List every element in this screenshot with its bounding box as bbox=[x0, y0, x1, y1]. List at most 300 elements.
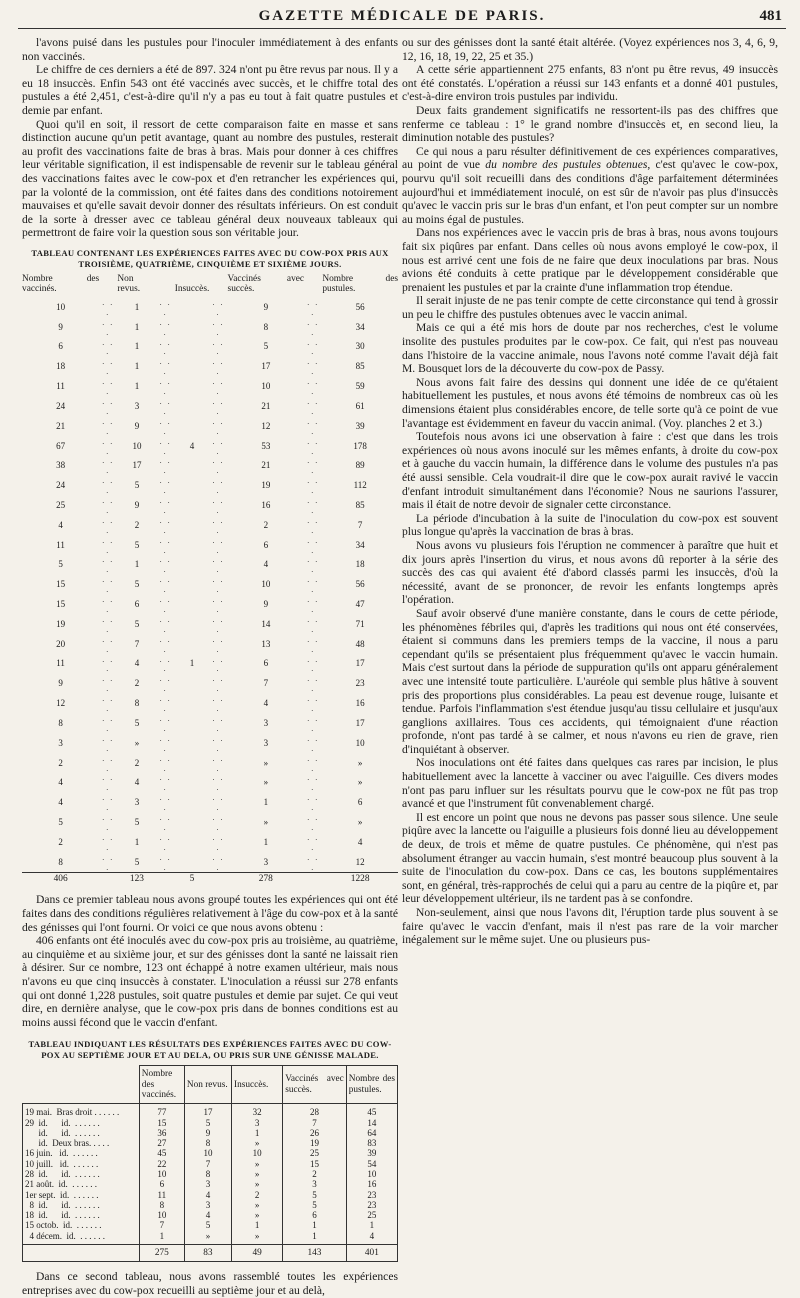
table2-row-label: id. id. . . . . . . bbox=[23, 1128, 140, 1138]
table1-cell bbox=[175, 833, 210, 853]
table1-cell: 47 bbox=[355, 599, 365, 610]
right-paragraph: Nous avons fait faire des dessins qui donnent une idée de ce qu'étaient habituellement les pustules, et nous avons été témoins de nombreux cas où les dimensions étaient plus considérables encore, de telle sorte qu'à ce point de vue l'avantage est évidemment en faveur du vaccin animal. (Voy. planches 2 et 3.) bbox=[402, 375, 778, 430]
table2-total: 401 bbox=[346, 1245, 397, 1262]
table-row bbox=[22, 615, 398, 635]
dot-leader: . . . bbox=[159, 357, 172, 377]
table2-row-label: 10 juill. id. . . . . . . bbox=[23, 1159, 140, 1169]
dot-leader: . . . bbox=[159, 773, 172, 793]
table1-cell: 1 bbox=[189, 658, 195, 669]
left-intro bbox=[22, 36, 398, 240]
dot-leader: . . . bbox=[212, 852, 225, 872]
table1-cell: 1 bbox=[263, 836, 269, 847]
table2-header: Nombre des vaccinés. bbox=[139, 1066, 184, 1104]
table-row bbox=[23, 1220, 398, 1230]
table1-cell bbox=[175, 298, 210, 318]
dot-leader: . . . bbox=[159, 436, 172, 456]
table2-cell: 36 bbox=[139, 1128, 184, 1138]
table1-cell: 17 bbox=[261, 361, 271, 372]
table-row bbox=[22, 456, 398, 476]
table-row bbox=[23, 1231, 398, 1245]
table1-cell bbox=[175, 377, 210, 397]
table1-cell: 4 bbox=[58, 519, 63, 530]
table1-cell: 56 bbox=[355, 579, 365, 590]
table1-header: Non revus. bbox=[117, 273, 141, 295]
right-paragraph: Dans nos expériences avec le vaccin pris de bras à bras, nous avons toujours fait six piqûres par enfant. Dans celles où nous avons employé le cow-pox, il nous est arrivé cent une fois de ne faire que deux inoculations par bras. Nous avions été conduits à cette pratique par le développement considérable que prenaient les pustules et par la crainte d'une inflammation trop étendue. bbox=[402, 226, 778, 294]
table1-total-spacer bbox=[99, 873, 117, 885]
table1-cell: 9 bbox=[134, 499, 140, 510]
table2-cell: 1 bbox=[232, 1220, 283, 1230]
table-row bbox=[23, 1138, 398, 1148]
dot-leader: . . . bbox=[307, 377, 320, 397]
table2-cell: » bbox=[232, 1159, 283, 1169]
dot-leader: . . . bbox=[102, 713, 115, 733]
table2-cell: 8 bbox=[184, 1138, 231, 1148]
dot-leader: . . . bbox=[102, 377, 115, 397]
table1-cell: » bbox=[263, 816, 269, 827]
dot-leader: . . . bbox=[307, 595, 320, 614]
table2-cell: 10 bbox=[139, 1169, 184, 1179]
table1-cell: 3 bbox=[134, 797, 140, 808]
table2-cell: 1 bbox=[283, 1231, 347, 1245]
right-paragraph: La période d'incubation à la suite de l'inoculation du cow-pox est souvent plus longue qu'après la vaccination de bras à bras. bbox=[402, 511, 778, 539]
table1-header-spacer bbox=[209, 274, 227, 298]
dot-leader: . . . bbox=[159, 813, 172, 832]
dot-leader: . . . bbox=[159, 713, 172, 733]
table1-cell bbox=[175, 338, 210, 358]
table2-total: 275 bbox=[139, 1245, 184, 1262]
closing-paragraph: Dans ce second tableau, nous avons rassemblé toutes les expériences entreprises avec du cow-pox recueilli au septième jour et au delà, bbox=[22, 1270, 398, 1297]
table2-cell: 5 bbox=[283, 1190, 347, 1200]
table1-cell: 23 bbox=[355, 678, 365, 689]
table2-cell: 16 bbox=[346, 1179, 397, 1189]
p4-text-a: Ce qui nous a paru résulter définitivement de ces expériences comparatives, au point de vue bbox=[402, 144, 778, 172]
table1-cell: 7 bbox=[134, 638, 140, 649]
table2-cell: 10 bbox=[184, 1148, 231, 1158]
table2-total: 143 bbox=[283, 1245, 347, 1262]
table1-header-spacer bbox=[99, 274, 117, 298]
dot-leader: . . . bbox=[212, 674, 225, 694]
dot-leader: . . . bbox=[159, 575, 172, 595]
table2-header: Nombre des pustules. bbox=[346, 1066, 397, 1104]
dot-leader: . . . bbox=[212, 456, 225, 476]
table2-cell: 10 bbox=[346, 1169, 397, 1179]
dot-leader: . . . bbox=[307, 575, 320, 595]
right-paragraph: Nous avons vu plusieurs fois l'éruption ne commencer à paraître que huit et dix jours après l'insertion du virus, et nous avons dû reporter à la série des succès des cas qui avaient été d'abord classés parmi les insuccès, d'où la nécessité, avant de se prononcer, de revoir les enfants longtemps après l'opération. bbox=[402, 538, 778, 607]
dot-leader: . . . bbox=[307, 654, 320, 674]
table1-cell: 53 bbox=[261, 440, 271, 451]
table1-cell: 3 bbox=[134, 400, 140, 411]
table2-header: Insuccès. bbox=[232, 1066, 283, 1104]
dot-leader: . . . bbox=[212, 832, 225, 852]
table1-cell: 48 bbox=[355, 638, 365, 649]
table2-cell: 6 bbox=[283, 1210, 347, 1220]
table1-cell: 7 bbox=[357, 519, 363, 530]
table2-cell: 5 bbox=[184, 1118, 231, 1128]
table1-cell: 34 bbox=[355, 321, 365, 332]
table1-cell: » bbox=[357, 816, 363, 827]
dot-leader: . . . bbox=[159, 733, 172, 753]
dot-leader: . . . bbox=[212, 773, 225, 793]
table2-cell: 2 bbox=[232, 1190, 283, 1200]
table2-cell: » bbox=[232, 1200, 283, 1210]
dot-leader: . . . bbox=[102, 337, 115, 357]
table1-cell bbox=[175, 575, 210, 595]
table2-row-label: 21 août. id. . . . . . . bbox=[23, 1179, 140, 1189]
table2-cell: 83 bbox=[346, 1138, 397, 1148]
table1-total-spacer bbox=[156, 873, 174, 885]
table1-total-spacer bbox=[304, 873, 322, 885]
dot-leader: . . . bbox=[307, 832, 320, 852]
dot-leader: . . . bbox=[212, 575, 225, 595]
table1-cell bbox=[175, 516, 210, 536]
table1-cell: 10 bbox=[132, 440, 142, 451]
left-after-table1 bbox=[22, 893, 398, 1029]
table2-cell: 23 bbox=[346, 1200, 397, 1210]
table1-cell bbox=[175, 754, 210, 774]
table1-cell: 1 bbox=[134, 341, 140, 352]
table-row bbox=[23, 1104, 398, 1118]
table2-cell: 5 bbox=[184, 1220, 231, 1230]
dot-leader: . . . bbox=[307, 733, 320, 753]
dot-leader: . . . bbox=[159, 654, 172, 674]
dot-leader: . . . bbox=[102, 753, 115, 773]
table2-row-label: 28 id. id. . . . . . . bbox=[23, 1169, 140, 1179]
table1-cell bbox=[175, 615, 210, 635]
table2-cell: 1 bbox=[139, 1231, 184, 1245]
table1-cell: 12 bbox=[261, 420, 271, 431]
table1-cell: 12 bbox=[355, 856, 365, 867]
table1-cell: 8 bbox=[263, 321, 269, 332]
table1-cell bbox=[175, 536, 210, 556]
table1-cell: 5 bbox=[134, 618, 140, 629]
table1-cell: 85 bbox=[355, 499, 365, 510]
page-number: 481 bbox=[759, 8, 782, 24]
dot-leader: . . . bbox=[307, 813, 320, 832]
table-row bbox=[22, 635, 398, 655]
table2-cell: 25 bbox=[283, 1148, 347, 1158]
table2-cell: » bbox=[232, 1210, 283, 1220]
table-row bbox=[22, 595, 398, 615]
left-paragraph: Le chiffre de ces derniers a été de 897. 324 n'ont pu être revus par nous. Il y a eu 18 insuccès. Enfin 543 ont été vaccinés avec succès, et le chiffre total des pustules a été 2,451, c'est-à-dire qu'il n'y a pas eu tout à fait quatre pustules et demie par enfant. bbox=[22, 63, 398, 117]
table1-cell bbox=[175, 417, 210, 437]
table-row bbox=[22, 833, 398, 853]
table1-cell: 24 bbox=[56, 400, 66, 411]
table1-header: Insuccès. bbox=[174, 284, 210, 295]
dot-leader: . . . bbox=[102, 416, 115, 436]
dot-leader: . . . bbox=[159, 396, 172, 416]
table2-cell: 32 bbox=[232, 1104, 283, 1118]
dot-leader: . . . bbox=[102, 476, 115, 496]
table1-cell bbox=[175, 853, 210, 873]
table1-cell: 11 bbox=[56, 658, 65, 669]
dot-leader: . . . bbox=[212, 337, 225, 357]
dot-leader: . . . bbox=[102, 634, 115, 654]
table2-row-label: 8 id. id. . . . . . . bbox=[23, 1200, 140, 1210]
table2-cell: 23 bbox=[346, 1190, 397, 1200]
table-row bbox=[22, 555, 398, 575]
dot-leader: . . . bbox=[212, 496, 225, 515]
table1-header-spacer bbox=[156, 274, 174, 298]
table1-cell bbox=[175, 397, 210, 417]
table1-header: Vaccinés avec succès. bbox=[227, 273, 305, 295]
dot-leader: . . . bbox=[159, 595, 172, 614]
left-paragraph: Dans ce premier tableau nous avons groupé toutes les expériences qui ont été faites dans des conditions régulières relativement à l'âge du cow-pox et à la santé des génisses qui l'ont fourni. Or voici ce que nous avons obtenu : bbox=[22, 893, 398, 934]
table-row bbox=[22, 714, 398, 734]
dot-leader: . . . bbox=[102, 694, 115, 714]
dot-leader: . . . bbox=[212, 317, 225, 337]
table1-total: 278 bbox=[228, 873, 305, 885]
table1-cell: 15 bbox=[56, 599, 66, 610]
dot-leader: . . . bbox=[102, 456, 115, 476]
table2-total: 83 bbox=[184, 1245, 231, 1262]
dot-leader: . . . bbox=[159, 674, 172, 694]
table1-cell: 5 bbox=[134, 579, 140, 590]
table1-cell: 25 bbox=[56, 499, 66, 510]
dot-leader: . . . bbox=[159, 317, 172, 337]
table2-total-label bbox=[23, 1245, 140, 1262]
table2-cell: » bbox=[184, 1231, 231, 1245]
table1-cell: 3 bbox=[263, 856, 269, 867]
table1-cell bbox=[175, 793, 210, 813]
table1-cell: 21 bbox=[261, 400, 271, 411]
table1-cell: 14 bbox=[261, 618, 271, 629]
table1-cell: 4 bbox=[58, 797, 63, 808]
right-paragraph-1: ou sur des génisses dont la santé était altérée. (Voyez expériences nos 3, 4, 6, 9, 12, 16, 18, 19, 22, 25 et 35.) bbox=[402, 36, 778, 63]
table1-cell: 24 bbox=[56, 480, 66, 491]
dot-leader: . . . bbox=[102, 654, 115, 674]
table2-cell: 25 bbox=[346, 1210, 397, 1220]
dot-leader: . . . bbox=[159, 456, 172, 476]
table1-cell: 20 bbox=[56, 638, 66, 649]
dot-leader: . . . bbox=[102, 575, 115, 595]
table2-cell: 4 bbox=[346, 1231, 397, 1245]
dot-leader: . . . bbox=[212, 753, 225, 773]
dot-leader: . . . bbox=[102, 317, 115, 337]
table1-cell: 21 bbox=[261, 460, 271, 471]
table2-cell: » bbox=[232, 1169, 283, 1179]
table2-cell: 1 bbox=[346, 1220, 397, 1230]
table2-cell: 7 bbox=[283, 1118, 347, 1128]
table1-cell: 16 bbox=[355, 698, 365, 709]
table1-cell: 3 bbox=[263, 717, 269, 728]
table-row bbox=[22, 516, 398, 536]
table2-header: Non revus. bbox=[184, 1066, 231, 1104]
table-row bbox=[22, 694, 398, 714]
table2-cell: 3 bbox=[283, 1179, 347, 1189]
table2-header: Vaccinés avec succès. bbox=[283, 1066, 347, 1104]
left-column bbox=[22, 36, 398, 1298]
dot-leader: . . . bbox=[159, 832, 172, 852]
table2-cell: 11 bbox=[139, 1190, 184, 1200]
table2-cell: 8 bbox=[184, 1169, 231, 1179]
table1-cell bbox=[175, 674, 210, 694]
dot-leader: . . . bbox=[307, 793, 320, 813]
table2-cell: 10 bbox=[232, 1148, 283, 1158]
dot-leader: . . . bbox=[102, 595, 115, 614]
table1-total: 1228 bbox=[322, 873, 398, 885]
dot-leader: . . . bbox=[307, 456, 320, 476]
dot-leader: . . . bbox=[307, 674, 320, 694]
dot-leader: . . . bbox=[159, 852, 172, 872]
dot-leader: . . . bbox=[307, 852, 320, 872]
dot-leader: . . . bbox=[212, 595, 225, 614]
table1-cell: 2 bbox=[58, 757, 63, 768]
left-paragraph: 406 enfants ont été inoculés avec du cow-pox pris au troisième, au quatrième, au cinquième et au sixième jour, et sur des génisses dont la santé ne laissait rien à désirer. Sur ce nombre, 123 ont échappé à notre examen ultérieur, mais nous n'avons eu que cinq insuccès à constater. L'inoculation a réussi sur 278 enfants qui ont donné 1,228 pustules, soit quatre pustules et demie par sujet. Ce qui veut dire, en dernière analyse, que le cow-pox pris dans de bonnes conditions est au moins aussi fécond que le vaccin d'enfant. bbox=[22, 934, 398, 1029]
table-row bbox=[22, 437, 398, 457]
dot-leader: . . . bbox=[102, 813, 115, 832]
dot-leader: . . . bbox=[159, 297, 172, 317]
table1-cell: 1 bbox=[263, 797, 269, 808]
table2-row-label: 15 octob. id. . . . . . . bbox=[23, 1220, 140, 1230]
table-row bbox=[22, 575, 398, 595]
page-header bbox=[18, 6, 786, 29]
left-paragraph: l'avons puisé dans les pustules pour l'inoculer immédiatement à des enfants non vaccinés. bbox=[22, 36, 398, 63]
table1-cell bbox=[175, 496, 210, 516]
table2-cell: 17 bbox=[184, 1104, 231, 1118]
table1-cell: 5 bbox=[134, 856, 140, 867]
table-row bbox=[23, 1148, 398, 1158]
dot-leader: . . . bbox=[307, 713, 320, 733]
right-paragraph-4 bbox=[402, 145, 778, 227]
dot-leader: . . . bbox=[102, 515, 115, 535]
dot-leader: . . . bbox=[159, 337, 172, 357]
dot-leader: . . . bbox=[102, 793, 115, 813]
dot-leader: . . . bbox=[307, 436, 320, 456]
table1-cell: 11 bbox=[56, 539, 65, 550]
table-row bbox=[23, 1179, 398, 1189]
table1-cell: 67 bbox=[56, 440, 66, 451]
dot-leader: . . . bbox=[102, 297, 115, 317]
table2-cell: 15 bbox=[139, 1118, 184, 1128]
dot-leader: . . . bbox=[212, 733, 225, 753]
dot-leader: . . . bbox=[159, 377, 172, 397]
table2-cell: » bbox=[232, 1179, 283, 1189]
dot-leader: . . . bbox=[102, 496, 115, 515]
table2-cell: 3 bbox=[232, 1118, 283, 1128]
table1-cell: » bbox=[357, 777, 363, 788]
dot-leader: . . . bbox=[159, 496, 172, 515]
table1-cell: 19 bbox=[56, 618, 66, 629]
table1-cell bbox=[175, 734, 210, 754]
dot-leader: . . . bbox=[307, 515, 320, 535]
table1-cell: » bbox=[263, 777, 269, 788]
table1-header: Nombre des pustules. bbox=[322, 273, 398, 295]
table-row bbox=[22, 357, 398, 377]
table1-cell: 4 bbox=[58, 777, 63, 788]
table1-cell: 71 bbox=[355, 618, 365, 629]
right-paragraph: Toutefois nous avons ici une observation à faire : c'est que dans les trois expériences où nous avons inoculé sur les mêmes enfants, à droite du cow-pox et à gauche du vaccin humain, la différence dans le volume des pustules n'a pas été aussi sensible. Cela voudrait-il dire que le cow-pox aurait ravivé le vaccin d'enfant introduit simultanément dans l'économie? Nous ne saurions l'assurer, mais il était de notre devoir de signaler cette circonstance. bbox=[402, 430, 778, 512]
table1-cell bbox=[175, 456, 210, 476]
right-column bbox=[402, 36, 778, 947]
table2-total: 49 bbox=[232, 1245, 283, 1262]
table1-cell: 18 bbox=[355, 559, 365, 570]
table-row bbox=[22, 773, 398, 793]
dot-leader: . . . bbox=[102, 852, 115, 872]
right-paragraph: Sauf avoir observé d'une manière constante, dans le cours de cette période, les phénomènes fébriles qui, d'après les traditions qui nous ont été conservées, étaient si communs dans les premiers temps de la vaccine, il nous a paru cependant qu'ils se présentaient plus fréquemment qu'avec le vaccin humain. Mais c'est surtout dans la période de suppuration qu'ils ont apparu généralement avec une intensité toute particulière. L'auréole qui semble plus hâtive à souvent pris des proportions plus considérables. La peau est devenue rouge, luisante et tendue. Parfois l'inflammation s'est étendue jusqu'au tissu cellulaire et jusqu'aux ganglions axillaires. Tous ces accidents, qui témoignaient d'une réaction profonde, n'ont pas tardé à se calmer, et nous n'avons eu rien de grave, rien d'inquiétant à observer. bbox=[402, 606, 778, 756]
table1-cell: 4 bbox=[263, 698, 269, 709]
dot-leader: . . . bbox=[212, 515, 225, 535]
table-row bbox=[22, 318, 398, 338]
p4-text-b: , c'est qu'avec le cow-pox, pourvu qu'il soit recueilli dans des conditions d'âge parfaitement déterminées aujourd'hui et immédiatement inoculé, on est sûr de n'avoir pas plus d'insuccès qu'avec le vaccin pris sur le bras d'un enfant, et l'on peut compter sur un nombre au moins égal de pustules. bbox=[402, 158, 778, 226]
table2-row-label: 29 id. id. . . . . . . bbox=[23, 1118, 140, 1128]
p4-emphasis: du nombre des pustules obtenues bbox=[485, 158, 648, 172]
table1-cell bbox=[175, 476, 210, 496]
table-row bbox=[23, 1128, 398, 1138]
dot-leader: . . . bbox=[212, 813, 225, 832]
table1-cell: 89 bbox=[355, 460, 365, 471]
table-row bbox=[22, 674, 398, 694]
table1-cell: 4 bbox=[134, 777, 140, 788]
table-row bbox=[23, 1200, 398, 1210]
dot-leader: . . . bbox=[307, 614, 320, 634]
table2-cell: 2 bbox=[283, 1169, 347, 1179]
table1 bbox=[22, 274, 398, 885]
table2-row-label: 4 décem. id. . . . . . . bbox=[23, 1231, 140, 1245]
table-row bbox=[22, 813, 398, 833]
table1-cell: 10 bbox=[261, 381, 271, 392]
table1-cell: 6 bbox=[58, 341, 63, 352]
table1-cell: 2 bbox=[134, 678, 140, 689]
dot-leader: . . . bbox=[102, 535, 115, 555]
table2-cell: 28 bbox=[283, 1104, 347, 1118]
table1-cell: 59 bbox=[355, 381, 365, 392]
table2-cell: 15 bbox=[283, 1159, 347, 1169]
table1-cell: » bbox=[357, 757, 363, 768]
dot-leader: . . . bbox=[159, 476, 172, 496]
table2-cell: 7 bbox=[139, 1220, 184, 1230]
table1-cell: 7 bbox=[263, 678, 269, 689]
dot-leader: . . . bbox=[102, 733, 115, 753]
table1-cell: 3 bbox=[58, 737, 63, 748]
dot-leader: . . . bbox=[102, 832, 115, 852]
table1-total: 123 bbox=[117, 873, 156, 885]
table-row bbox=[22, 397, 398, 417]
table2-cell: 14 bbox=[346, 1118, 397, 1128]
table2-cell: » bbox=[232, 1138, 283, 1148]
dot-leader: . . . bbox=[159, 694, 172, 714]
dot-leader: . . . bbox=[212, 713, 225, 733]
table2-row-label: 16 juin. id. . . . . . . bbox=[23, 1148, 140, 1158]
table1-cell: 17 bbox=[355, 658, 365, 669]
dot-leader: . . . bbox=[307, 634, 320, 654]
right-paragraph-3: Deux faits grandement significatifs ne ressortent-ils pas des chiffres que renferme ce tableau : 1° le grand nombre d'insuccès et, en second lieu, la diminution notable des pustules? bbox=[402, 103, 778, 145]
table1-total: 406 bbox=[22, 873, 99, 885]
table1-cell: 39 bbox=[355, 420, 365, 431]
table1-cell bbox=[175, 318, 210, 338]
table2-cell: 8 bbox=[139, 1200, 184, 1210]
table1-cell: 3 bbox=[263, 737, 269, 748]
table1-cell: 5 bbox=[134, 717, 140, 728]
table2-cell: 19 bbox=[283, 1138, 347, 1148]
table1-cell: 178 bbox=[353, 440, 367, 451]
table-row bbox=[22, 754, 398, 774]
table-row bbox=[22, 377, 398, 397]
table2-cell: 7 bbox=[184, 1159, 231, 1169]
table1-cell: 10 bbox=[355, 737, 365, 748]
table1-cell: 9 bbox=[263, 301, 269, 312]
table-row bbox=[23, 1190, 398, 1200]
table2-row-label: 1er sept. id. . . . . . . bbox=[23, 1190, 140, 1200]
table1-cell: 12 bbox=[56, 698, 66, 709]
dot-leader: . . . bbox=[307, 357, 320, 377]
table1-cell: 1 bbox=[134, 559, 140, 570]
dot-leader: . . . bbox=[307, 773, 320, 793]
right-paragraphs bbox=[402, 226, 778, 946]
table2-cell: 1 bbox=[232, 1128, 283, 1138]
dot-leader: . . . bbox=[307, 396, 320, 416]
dot-leader: . . . bbox=[159, 555, 172, 575]
dot-leader: . . . bbox=[159, 614, 172, 634]
